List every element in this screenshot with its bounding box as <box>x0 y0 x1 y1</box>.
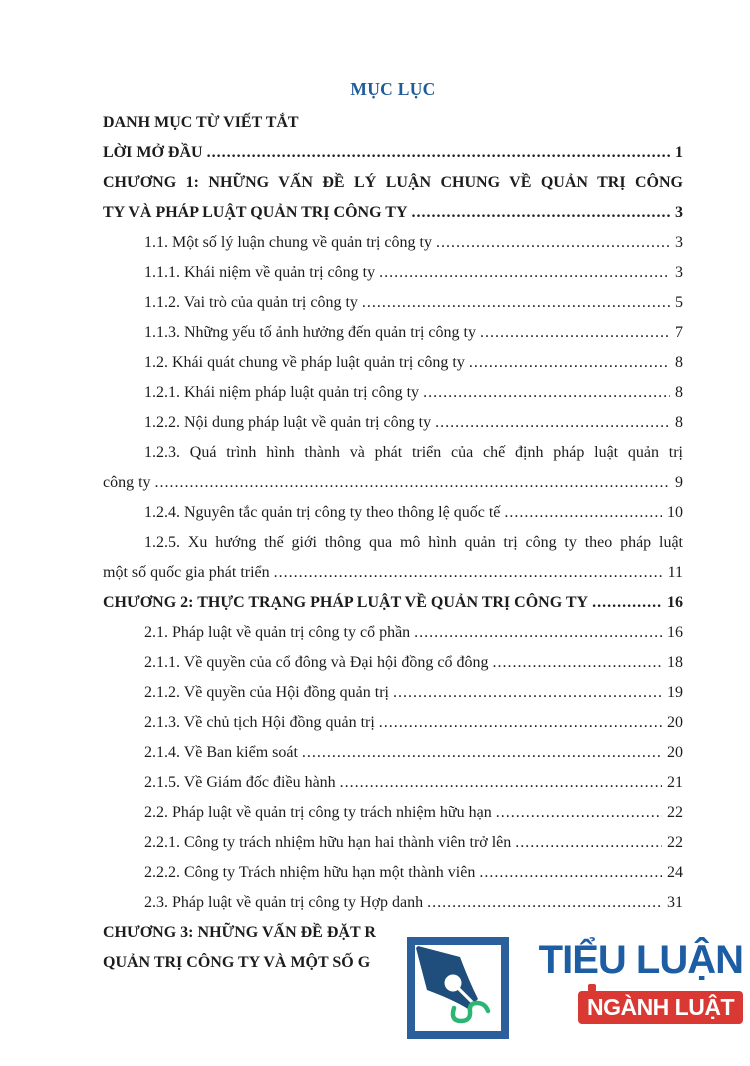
toc-entry-text: 2.1.1. Về quyền của cổ đông và Đại hội đồng cổ đông <box>144 654 489 671</box>
dot-leader <box>592 588 662 618</box>
toc-entry-text: 2.3. Pháp luật về quản trị công ty Hợp danh <box>144 894 424 911</box>
toc-entry <box>103 348 683 378</box>
toc-entry <box>103 468 683 498</box>
toc-entry-text: một số quốc gia phát triển <box>103 564 270 581</box>
toc-page-number: 8 <box>675 384 683 401</box>
toc-entry-text: 1.2.5. Xu hướng thế giới thông qua mô hình quản trị công ty theo pháp luật <box>144 534 683 551</box>
toc-page-number: 5 <box>675 294 683 311</box>
logo-title: TIỂU LUẬN <box>538 938 743 982</box>
toc-page-number: 10 <box>667 504 683 521</box>
toc-entry-text: 2.2.1. Công ty trách nhiệm hữu hạn hai thành viên trở lên <box>144 834 512 851</box>
logo-badge-label: NGÀNH LUẬT <box>586 994 734 1020</box>
dot-leader <box>393 678 662 708</box>
toc-entry-text: CHƯƠNG 1: NHỮNG VẤN ĐỀ LÝ LUẬN CHUNG VỀ QUẢN TRỊ CÔNG <box>103 174 683 191</box>
toc-entry-text: 1.2.2. Nội dung pháp luật về quản trị công ty <box>144 414 432 431</box>
toc-page-number: 18 <box>667 654 683 671</box>
toc-entry <box>103 438 683 468</box>
toc-page-number: 31 <box>667 894 683 911</box>
toc-entry-text: 1.1. Một số lý luận chung về quản trị công ty <box>144 234 432 251</box>
dot-leader <box>362 288 670 318</box>
toc-entry-text: 1.1.3. Những yếu tố ảnh hưởng đến quản trị công ty <box>144 324 476 341</box>
toc-entry <box>103 318 683 348</box>
toc-page-number: 1 <box>675 144 683 161</box>
toc-page-number: 22 <box>667 804 683 821</box>
pen-nib-icon <box>407 937 509 1039</box>
dot-leader <box>302 738 662 768</box>
toc-entry-text: công ty <box>103 474 151 491</box>
toc-page-number: 8 <box>675 414 683 431</box>
logo-text-block <box>518 931 743 1024</box>
toc-entry <box>103 678 683 708</box>
dot-leader <box>435 408 670 438</box>
dot-leader <box>504 498 662 528</box>
toc-page-number: 3 <box>675 264 683 281</box>
toc-page-number: 7 <box>675 324 683 341</box>
toc-entry <box>103 648 683 678</box>
toc-page-number: 3 <box>675 204 683 221</box>
logo-badge <box>578 991 743 1024</box>
dot-leader <box>479 858 662 888</box>
toc-entry <box>103 408 683 438</box>
toc-entry <box>103 858 683 888</box>
toc-page-number: 11 <box>667 564 683 581</box>
toc-page-number: 22 <box>667 834 683 851</box>
toc-entry-text: 2.1.2. Về quyền của Hội đồng quản trị <box>144 684 389 701</box>
toc-entry-text: LỜI MỞ ĐẦU <box>103 144 203 161</box>
toc-entry-text: 2.1.3. Về chủ tịch Hội đồng quản trị <box>144 714 375 731</box>
toc-page-number: 24 <box>667 864 683 881</box>
dot-leader <box>379 258 670 288</box>
toc-page-number: 8 <box>675 354 683 371</box>
toc-entry-text: CHƯƠNG 3: NHỮNG VẤN ĐỀ ĐẶT R <box>103 924 376 941</box>
dot-leader <box>379 708 662 738</box>
toc-entry-text: 1.2.3. Quá trình hình thành và phát triển của chế định pháp luật quản trị <box>144 444 683 461</box>
dot-leader <box>515 828 662 858</box>
dot-leader <box>493 648 662 678</box>
toc-entry <box>103 588 683 618</box>
toc-entry <box>103 138 683 168</box>
dot-leader <box>207 138 670 168</box>
toc-entry <box>103 828 683 858</box>
toc-entry-text: QUẢN TRỊ CÔNG TY VÀ MỘT SỐ G <box>103 954 371 971</box>
toc-entry-text: 2.1.5. Về Giám đốc điều hành <box>144 774 336 791</box>
table-of-contents <box>103 108 683 978</box>
toc-entry <box>103 528 683 558</box>
dot-leader <box>423 378 670 408</box>
toc-entry <box>103 738 683 768</box>
toc-entry <box>103 888 683 918</box>
toc-entry <box>103 288 683 318</box>
toc-entry <box>103 258 683 288</box>
dot-leader <box>480 318 670 348</box>
toc-page-number: 21 <box>667 774 683 791</box>
toc-page-number: 16 <box>667 594 683 611</box>
toc-entry <box>103 498 683 528</box>
dot-leader <box>412 198 671 228</box>
toc-entry <box>103 798 683 828</box>
dot-leader <box>436 228 670 258</box>
toc-entry-text: CHƯƠNG 2: THỰC TRẠNG PHÁP LUẬT VỀ QUẢN TRỊ CÔNG TY <box>103 594 589 611</box>
toc-entry <box>103 228 683 258</box>
toc-entry-text: 1.2.4. Nguyên tắc quản trị công ty theo thông lệ quốc tế <box>144 504 501 521</box>
dot-leader <box>274 558 663 588</box>
toc-entry <box>103 618 683 648</box>
dot-leader <box>427 888 662 918</box>
toc-entry-text: 2.1. Pháp luật về quản trị công ty cổ phần <box>144 624 411 641</box>
badge-accent-mark <box>588 984 596 992</box>
dot-leader <box>469 348 670 378</box>
toc-entry <box>103 558 683 588</box>
dot-leader <box>496 798 662 828</box>
toc-entry-text: 2.1.4. Về Ban kiểm soát <box>144 744 298 761</box>
toc-entry <box>103 198 683 228</box>
toc-entry-text: 2.2.2. Công ty Trách nhiệm hữu hạn một thành viên <box>144 864 476 881</box>
tieu-luan-logo <box>407 931 743 1043</box>
toc-entry-text: 1.1.1. Khái niệm về quản trị công ty <box>144 264 376 281</box>
toc-entry <box>103 768 683 798</box>
page-title: MỤC LỤC <box>350 79 436 99</box>
dot-leader <box>340 768 662 798</box>
toc-entry-text: TY VÀ PHÁP LUẬT QUẢN TRỊ CÔNG TY <box>103 204 408 221</box>
toc-entry <box>103 108 683 138</box>
toc-page-number: 9 <box>675 474 683 491</box>
toc-entry-text: 2.2. Pháp luật về quản trị công ty trách nhiệm hữu hạn <box>144 804 492 821</box>
toc-entry <box>103 378 683 408</box>
toc-entry <box>103 168 683 198</box>
toc-page-number: 20 <box>667 714 683 731</box>
toc-entry <box>103 708 683 738</box>
toc-entry-text: 1.2. Khái quát chung về pháp luật quản trị công ty <box>144 354 465 371</box>
toc-page-number: 20 <box>667 744 683 761</box>
toc-entry-text: 1.2.1. Khái niệm pháp luật quản trị công ty <box>144 384 420 401</box>
toc-entry-text: DANH MỤC TỪ VIẾT TẮT <box>103 114 299 131</box>
toc-page-number: 16 <box>667 624 683 641</box>
dot-leader <box>155 468 670 498</box>
dot-leader <box>414 618 662 648</box>
toc-entry-text: 1.1.2. Vai trò của quản trị công ty <box>144 294 358 311</box>
toc-page-number: 3 <box>675 234 683 251</box>
toc-page-number: 19 <box>667 684 683 701</box>
